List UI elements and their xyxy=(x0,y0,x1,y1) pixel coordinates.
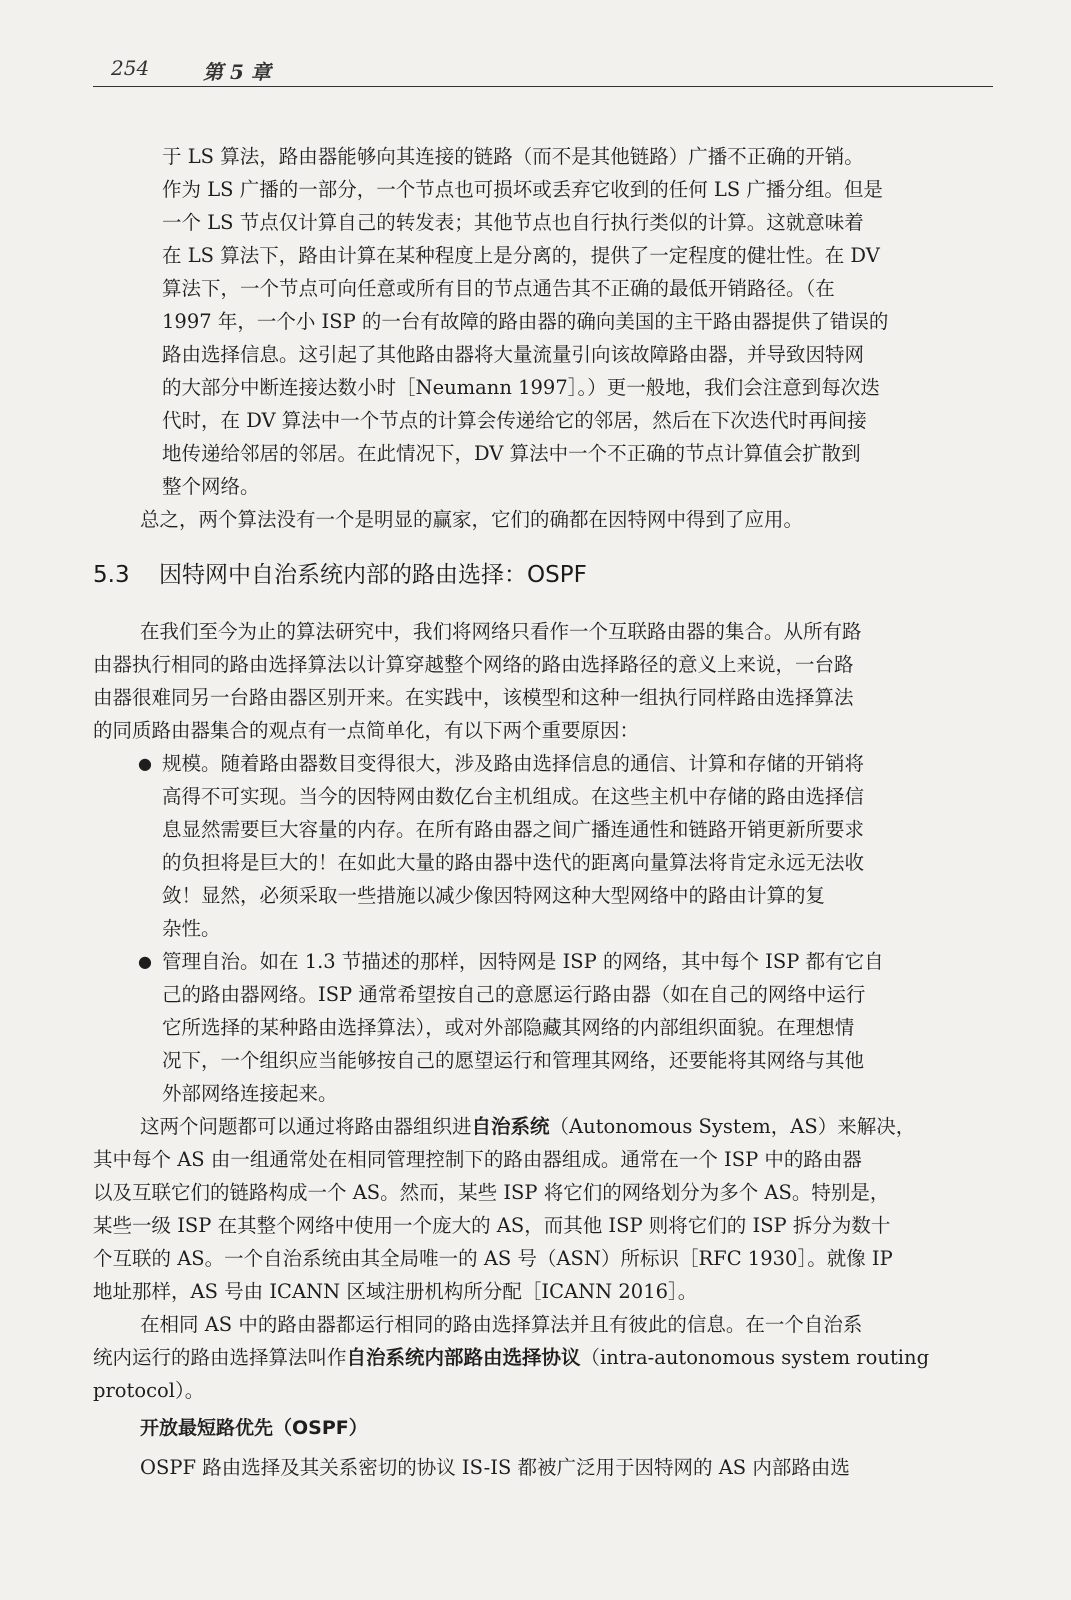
intro-line: 1997 年，一个小 ISP 的一台有故障的路由器的确向美国的主干路由器提供了错误的 xyxy=(162,310,889,333)
para2-line: 其中每个 AS 由一组通常处在相同管理控制下的路由器组成。通常在一个 ISP 中的路由器 xyxy=(93,1148,862,1171)
para2-line: 地址那样，AS 号由 ICANN 区域注册机构所分配［ICANN 2016］。 xyxy=(93,1280,698,1303)
bullet1-line: 杂性。 xyxy=(162,917,221,940)
para1-line: 由器很难同另一台路由器区别开来。在实践中，该模型和这种一组执行同样路由选择算法 xyxy=(93,686,854,709)
bullet-dot: ● xyxy=(138,754,152,773)
intro-line: 一个 LS 节点仅计算自己的转发表；其他节点也自行执行类似的计算。这就意味着 xyxy=(162,211,864,234)
intro-line: 于 LS 算法，路由器能够向其连接的链路（而不是其他链路）广播不正确的开销。 xyxy=(162,145,864,168)
intro-line: 算法下，一个节点可向任意或所有目的节点通告其不正确的最低开销路径。（在 xyxy=(162,277,835,300)
bullet2-line: 外部网络连接起来。 xyxy=(162,1082,338,1105)
bullet1-line: 规模。随着路由器数目变得很大，涉及路由选择信息的通信、计算和存储的开销将 xyxy=(162,752,865,775)
bullet2-line: 己的路由器网络。ISP 通常希望按自己的意愿运行路由器（如在自己的网络中运行 xyxy=(162,983,866,1006)
term-autonomous-system: 自治系统 xyxy=(471,1115,550,1138)
para3-line xyxy=(93,1346,993,1372)
chapter-label: 第 5 章 xyxy=(203,60,271,84)
bullet-dot: ● xyxy=(138,952,152,971)
intro-line: 地传递给邻居的邻居。在此情况下，DV 算法中一个不正确的节点计算值会扩散到 xyxy=(162,442,861,465)
para3-line: protocol）。 xyxy=(93,1379,205,1402)
para2-line: 某些一级 ISP 在其整个网络中使用一个庞大的 AS，而其他 ISP 则将它们的 ISP 拆分为数十 xyxy=(93,1214,891,1237)
final-line: OSPF 路由选择及其关系密切的协议 IS-IS 都被广泛用于因特网的 AS 内部路由选 xyxy=(140,1456,850,1479)
page-number: 254 xyxy=(111,56,150,80)
para2-first-line xyxy=(140,1115,992,1141)
para3-text: （intra-autonomous system routing xyxy=(580,1346,930,1369)
intro-line: 作为 LS 广播的一部分，一个节点也可损坏或丢弃它收到的任何 LS 广播分组。但是 xyxy=(162,178,883,201)
intro-line: 的大部分中断连接达数小时［Neumann 1997］。）更一般地，我们会注意到每次迭 xyxy=(162,376,880,399)
para2-text: 这两个问题都可以通过将路由器组织进 xyxy=(140,1115,472,1138)
bullet1-line: 的负担将是巨大的！在如此大量的路由器中迭代的距离向量算法将肯定永远无法收 xyxy=(162,851,865,874)
section-number: 5.3 xyxy=(93,562,130,588)
bullet1-line: 高得不可实现。当今的因特网由数亿台主机组成。在这些主机中存储的路由选择信 xyxy=(162,785,865,808)
bullet2-line: 管理自治。如在 1.3 节描述的那样，因特网是 ISP 的网络，其中每个 ISP 都有它自 xyxy=(162,950,884,973)
intro-line: 路由选择信息。这引起了其他路由器将大量流量引向该故障路由器，并导致因特网 xyxy=(162,343,865,366)
para3-text: 统内运行的路由选择算法叫作 xyxy=(93,1346,347,1369)
bullet1-line: 敛！显然，必须采取一些措施以减少像因特网这种大型网络中的路由计算的复 xyxy=(162,884,826,907)
para1-line: 在我们至今为止的算法研究中，我们将网络只看作一个互联路由器的集合。从所有路 xyxy=(140,620,862,643)
page-header xyxy=(93,56,993,87)
section-heading xyxy=(93,560,587,590)
bullet1-line: 息显然需要巨大容量的内存。在所有路由器之间广播连通性和链路开销更新所要求 xyxy=(162,818,865,841)
para1-line: 的同质路由器集合的观点有一点简单化，有以下两个重要原因： xyxy=(93,719,640,742)
summary-line: 总之，两个算法没有一个是明显的赢家，它们的确都在因特网中得到了应用。 xyxy=(140,508,804,531)
intro-line: 在 LS 算法下，路由计算在某种程度上是分离的，提供了一定程度的健壮性。在 DV xyxy=(162,244,880,267)
term-intra-as-routing-protocol: 自治系统内部路由选择协议 xyxy=(346,1346,581,1369)
ospf-subheading: 开放最短路优先（OSPF） xyxy=(140,1417,368,1439)
para3-line: 在相同 AS 中的路由器都运行相同的路由选择算法并且有彼此的信息。在一个自治系 xyxy=(140,1313,863,1336)
para2-text: （Autonomous System，AS）来解决， xyxy=(549,1115,916,1138)
intro-line: 整个网络。 xyxy=(162,475,260,498)
bullet2-line: 它所选择的某种路由选择算法），或对外部隐藏其网络的内部组织面貌。在理想情 xyxy=(162,1016,855,1039)
para2-line: 个互联的 AS。一个自治系统由其全局唯一的 AS 号（ASN）所标识［RFC 1930］。就像 IP xyxy=(93,1247,893,1270)
section-title: 因特网中自治系统内部的路由选择：OSPF xyxy=(159,562,587,588)
intro-line: 代时，在 DV 算法中一个节点的计算会传递给它的邻居，然后在下次迭代时再间接 xyxy=(162,409,867,432)
para2-line: 以及互联它们的链路构成一个 AS。然而，某些 ISP 将它们的网络划分为多个 AS。特别是， xyxy=(93,1181,890,1204)
bullet2-line: 况下，一个组织应当能够按自己的愿望运行和管理其网络，还要能将其网络与其他 xyxy=(162,1049,865,1072)
para1-line: 由器执行相同的路由选择算法以计算穿越整个网络的路由选择路径的意义上来说，一台路 xyxy=(93,653,854,676)
